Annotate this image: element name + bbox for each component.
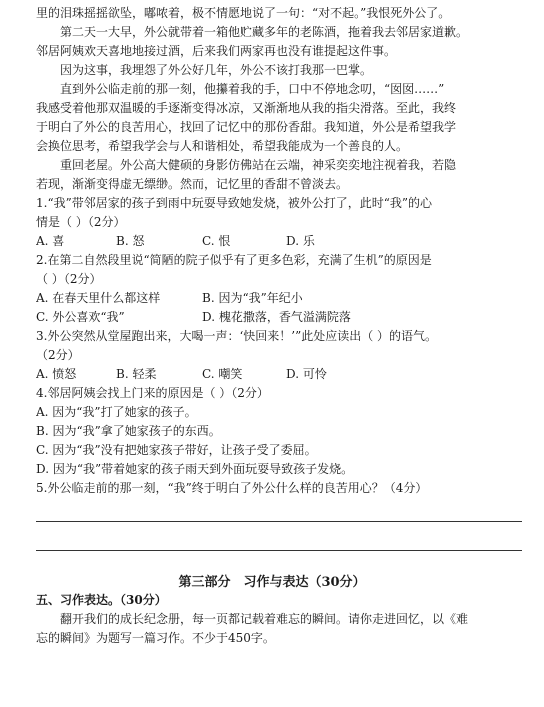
question-3-line: （2分） bbox=[36, 348, 80, 362]
passage-line: 会换位思考，希望我学会与人和谐相处，希望我能成为一个善良的人。 bbox=[36, 139, 409, 153]
question-4-option: B. 因为“我”拿了她家孩子的东西。 bbox=[36, 424, 221, 438]
question-2-line: 2.在第二自然段里说“简陋的院子似乎有了更多色彩，充满了生机”的原因是 bbox=[36, 253, 432, 267]
option-c: C. 嘲笑 bbox=[202, 367, 243, 381]
passage-line: 邻居阿姨欢天喜地地接过酒，后来我们两家再也没有谁提起这件事。 bbox=[36, 44, 397, 58]
question-4-option: C. 因为“我”没有把她家孩子带好，让孩子受了委屈。 bbox=[36, 443, 317, 457]
option-b: B. 怒 bbox=[116, 234, 145, 248]
question-1-options bbox=[36, 234, 524, 249]
essay-prompt-line: 忘的瞬间》为题写一篇习作。不少于450字。 bbox=[36, 631, 275, 645]
passage-line: 若现，渐渐变得虚无缥缈。然而，记忆里的香甜不曾淡去。 bbox=[36, 177, 349, 191]
question-4-line: 4.邻居阿姨会找上门来的原因是（ ）（2分） bbox=[36, 386, 269, 400]
passage-line: 第二天一大早，外公就带着一箱他贮藏多年的老陈酒，拖着我去邻居家道歉。 bbox=[60, 25, 469, 39]
question-4-option: D. 因为“我”带着她家的孩子雨天到外面玩耍导致孩子发烧。 bbox=[36, 462, 354, 476]
question-5-line: 5.外公临走前的那一刻，“我”终于明白了外公什么样的良苦用心？（4分） bbox=[36, 481, 428, 495]
answer-line bbox=[36, 550, 522, 551]
question-3-options bbox=[36, 367, 524, 382]
question-2-options bbox=[36, 310, 524, 325]
option-b: B. 轻柔 bbox=[116, 367, 157, 381]
option-a: A. 在春天里什么都这样 bbox=[36, 291, 161, 305]
passage-line: 直到外公临走前的那一刻，他攥着我的手，口中不停地念叨，“囡囡……” bbox=[60, 82, 445, 96]
answer-line bbox=[36, 521, 522, 522]
passage-line: 因为这事，我埋怨了外公好几年，外公不该打我那一巴掌。 bbox=[60, 63, 373, 77]
option-d: D. 可怜 bbox=[286, 367, 327, 381]
passage-line: 重回老屋。外公高大健硕的身影仿佛站在云端，神采奕奕地注视着我，若隐 bbox=[60, 158, 457, 172]
option-c: C. 恨 bbox=[202, 234, 231, 248]
option-d: D. 乐 bbox=[286, 234, 315, 248]
option-a: A. 愤怒 bbox=[36, 367, 77, 381]
passage-line: 我感受着他那双温暖的手逐渐变得冰凉，又渐渐地从我的指尖滑落。至此，我终 bbox=[36, 101, 457, 115]
question-2-line: （ ）（2分） bbox=[36, 272, 102, 286]
question-1-line: 情是（ ）（2分） bbox=[36, 215, 126, 229]
question-4-option: A. 因为“我”打了她家的孩子。 bbox=[36, 405, 197, 419]
option-d: D. 槐花撒落，香气溢满院落 bbox=[202, 310, 351, 324]
passage-line: 里的泪珠摇摇欲坠，嘟哝着，极不情愿地说了一句：“对不起。”我恨死外公了。 bbox=[36, 6, 451, 20]
essay-prompt-line: 翻开我们的成长纪念册，每一页都记载着难忘的瞬间。请你走进回忆，以《难 bbox=[60, 612, 469, 626]
question-3-line: 3.外公突然从堂屋跑出来，大喝一声：‘快回来！’”此处应读出（ ）的语气。 bbox=[36, 329, 438, 343]
section-3-title: 第三部分 习作与表达（30分） bbox=[178, 575, 366, 590]
question-1-line: 1.“我”带邻居家的孩子到雨中玩耍导致她发烧，被外公打了，此时“我”的心 bbox=[36, 196, 432, 210]
section-5-heading: 五、习作表达。（30分） bbox=[36, 593, 167, 607]
question-2-options bbox=[36, 291, 524, 306]
passage-line: 于明白了外公的良苦用心，找回了记忆中的那份香甜。我知道，外公是希望我学 bbox=[36, 120, 457, 134]
option-c: C. 外公喜欢“我” bbox=[36, 310, 125, 324]
option-a: A. 喜 bbox=[36, 234, 65, 248]
option-b: B. 因为“我”年纪小 bbox=[202, 291, 303, 305]
